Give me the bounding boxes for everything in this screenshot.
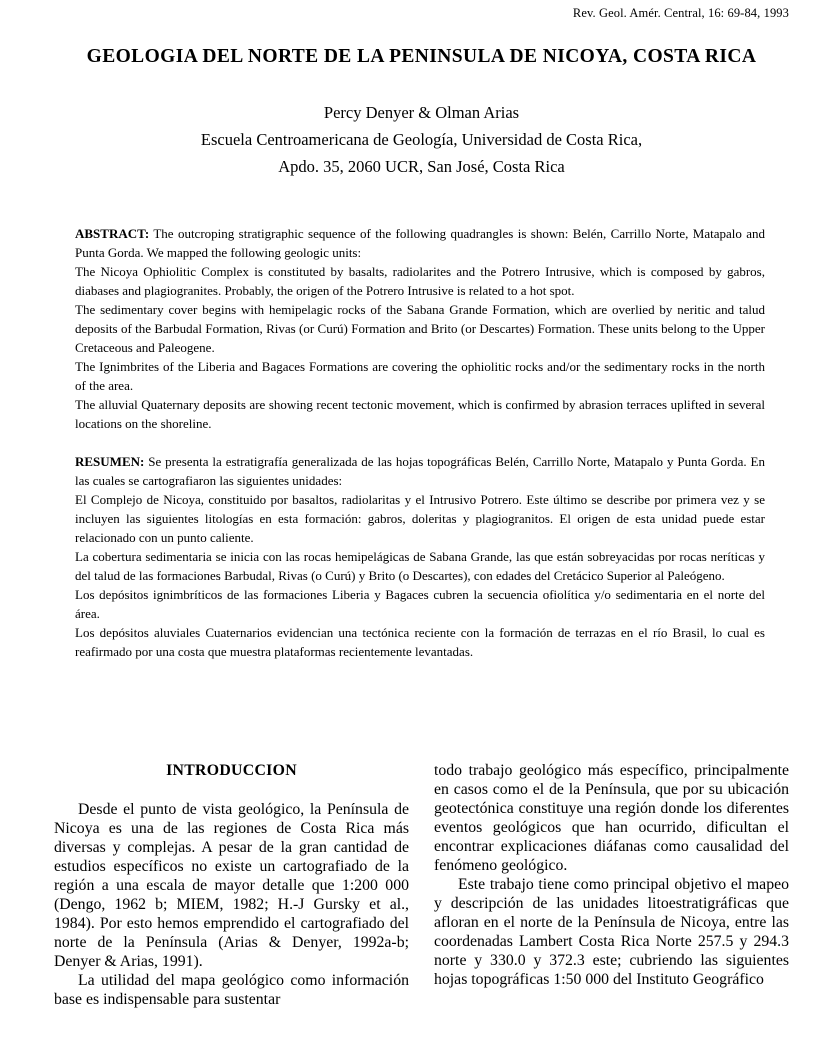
resumen-paragraph: El Complejo de Nicoya, constituido por basaltos, radiolaritas y el Intrusivo Potrero. Este último se describe por primera vez y se incluyen las siguientes litologías en esta formación: gabros, doleritas y plagiogranitos. El origen de esta unidad puede estar relacionado con un punto caliente. xyxy=(75,492,765,545)
abstract-intro-text: The outcroping stratigraphic sequence of the following quadrangles is shown: Belén, Carrillo Norte, Matapalo and Punta Gorda. We mapped the following geologic units: xyxy=(75,226,766,260)
resumen-label: RESUMEN: xyxy=(75,454,145,469)
left-column xyxy=(54,761,409,1009)
author-block xyxy=(54,99,789,180)
introduction-heading: INTRODUCCION xyxy=(166,762,297,779)
two-column-body xyxy=(54,761,789,1009)
abstract-label: ABSTRACT: xyxy=(75,226,150,241)
resumen-intro-paragraph xyxy=(75,452,765,490)
journal-reference: Rev. Geol. Amér. Central, 16: 69-84, 1993 xyxy=(572,6,789,20)
abstract-paragraph: The sedimentary cover begins with hemipelagic rocks of the Sabana Grande Formation, which are overlied by neritic and talud deposits of the Barbudal Formation, Rivas (or Curú) Formation and Brito (or Descartes) Formation. These units belong to the Upper Cretaceous and Paleogene. xyxy=(75,302,765,355)
resumen-intro-text: Se presenta la estratigrafía generalizada de las hojas topográficas Belén, Carrillo Norte, Matapalo y Punta Gorda. En las cuales se cartografiaron las siguientes unidades: xyxy=(75,454,765,488)
authors: Percy Denyer & Olman Arias xyxy=(323,103,520,122)
right-column xyxy=(434,761,789,1009)
body-paragraph: Este trabajo tiene como principal objetivo el mapeo y descripción de las unidades litoestratigráficas que afloran en el norte de la Península de Nicoya, entre las coordenadas Lambert Costa Rica Norte 257.5 y 294.3 norte y 330.0 y 372.3 este; cubriendo las siguientes hojas topográficas 1:50 000 del Instituto Geográfico xyxy=(434,876,789,988)
resumen-section xyxy=(75,452,765,661)
body-paragraph: La utilidad del mapa geológico como información base es indispensable para sustentar xyxy=(54,972,409,1008)
resumen-paragraph: Los depósitos ignimbríticos de las formaciones Liberia y Bagaces cubren la secuencia ofiolítica y/o sedimentaria en el norte del área. xyxy=(75,587,765,621)
body-paragraph: Desde el punto de vista geológico, la Península de Nicoya es una de las regiones de Costa Rica más diversas y complejas. A pesar de la gran cantidad de estudios específicos no existe un cartografiado de la región a una escala de mayor detalle que 1:200 000 (Dengo, 1962 b; MIEM, 1982; H.-J Gursky et al., 1984). Por esto hemos emprendido el cartografiado del norte de la Península (Arias & Denyer, 1992a-b; Denyer & Arias, 1991). xyxy=(54,801,409,970)
abstract-paragraph: The Nicoya Ophiolitic Complex is constituted by basalts, radiolarites and the Potrero Intrusive, which is composed by gabros, diabases and plagiogranites. Probably, the origen of the Potrero Intrusive is related to a hot spot. xyxy=(75,264,765,298)
abstract-paragraph: The alluvial Quaternary deposits are showing recent tectonic movement, which is confirmed by abrasion terraces uplifted in several locations on the shoreline. xyxy=(75,397,765,431)
resumen-paragraph: La cobertura sedimentaria se inicia con las rocas hemipelágicas de Sabana Grande, las que están sobreyacidas por rocas neríticas y del talud de las formaciones Barbudal, Rivas (o Curú) y Brito (o Descartes), con edades del Cretácico Superior al Paleógeno. xyxy=(75,549,765,583)
abstract-paragraph: The Ignimbrites of the Liberia and Bagaces Formations are covering the ophiolitic rocks and/or the sedimentary rocks in the north of the area. xyxy=(75,359,765,393)
resumen-paragraph: Los depósitos aluviales Cuaternarios evidencian una tectónica reciente con la formación de terrazas en el río Brasil, lo cual es reafirmado por una costa que muestra plataformas recientemente levantadas. xyxy=(75,625,765,659)
affiliation-line-2: Apdo. 35, 2060 UCR, San José, Costa Rica xyxy=(278,157,565,176)
body-paragraph: todo trabajo geológico más específico, principalmente en casos como el de la Península, que por su ubicación geotectónica constituye una región donde los diferentes eventos geológicos que han ocurrido, dificultan el encontrar explicaciones diáfanas como causalidad del fenómeno geológico. xyxy=(434,762,789,874)
affiliation-line-1: Escuela Centroamericana de Geología, Universidad de Costa Rica, xyxy=(200,130,643,149)
abstract-section xyxy=(75,224,765,433)
paper-title: GEOLOGIA DEL NORTE DE LA PENINSULA DE NICOYA, COSTA RICA xyxy=(86,46,757,67)
abstract-intro-paragraph xyxy=(75,224,765,262)
